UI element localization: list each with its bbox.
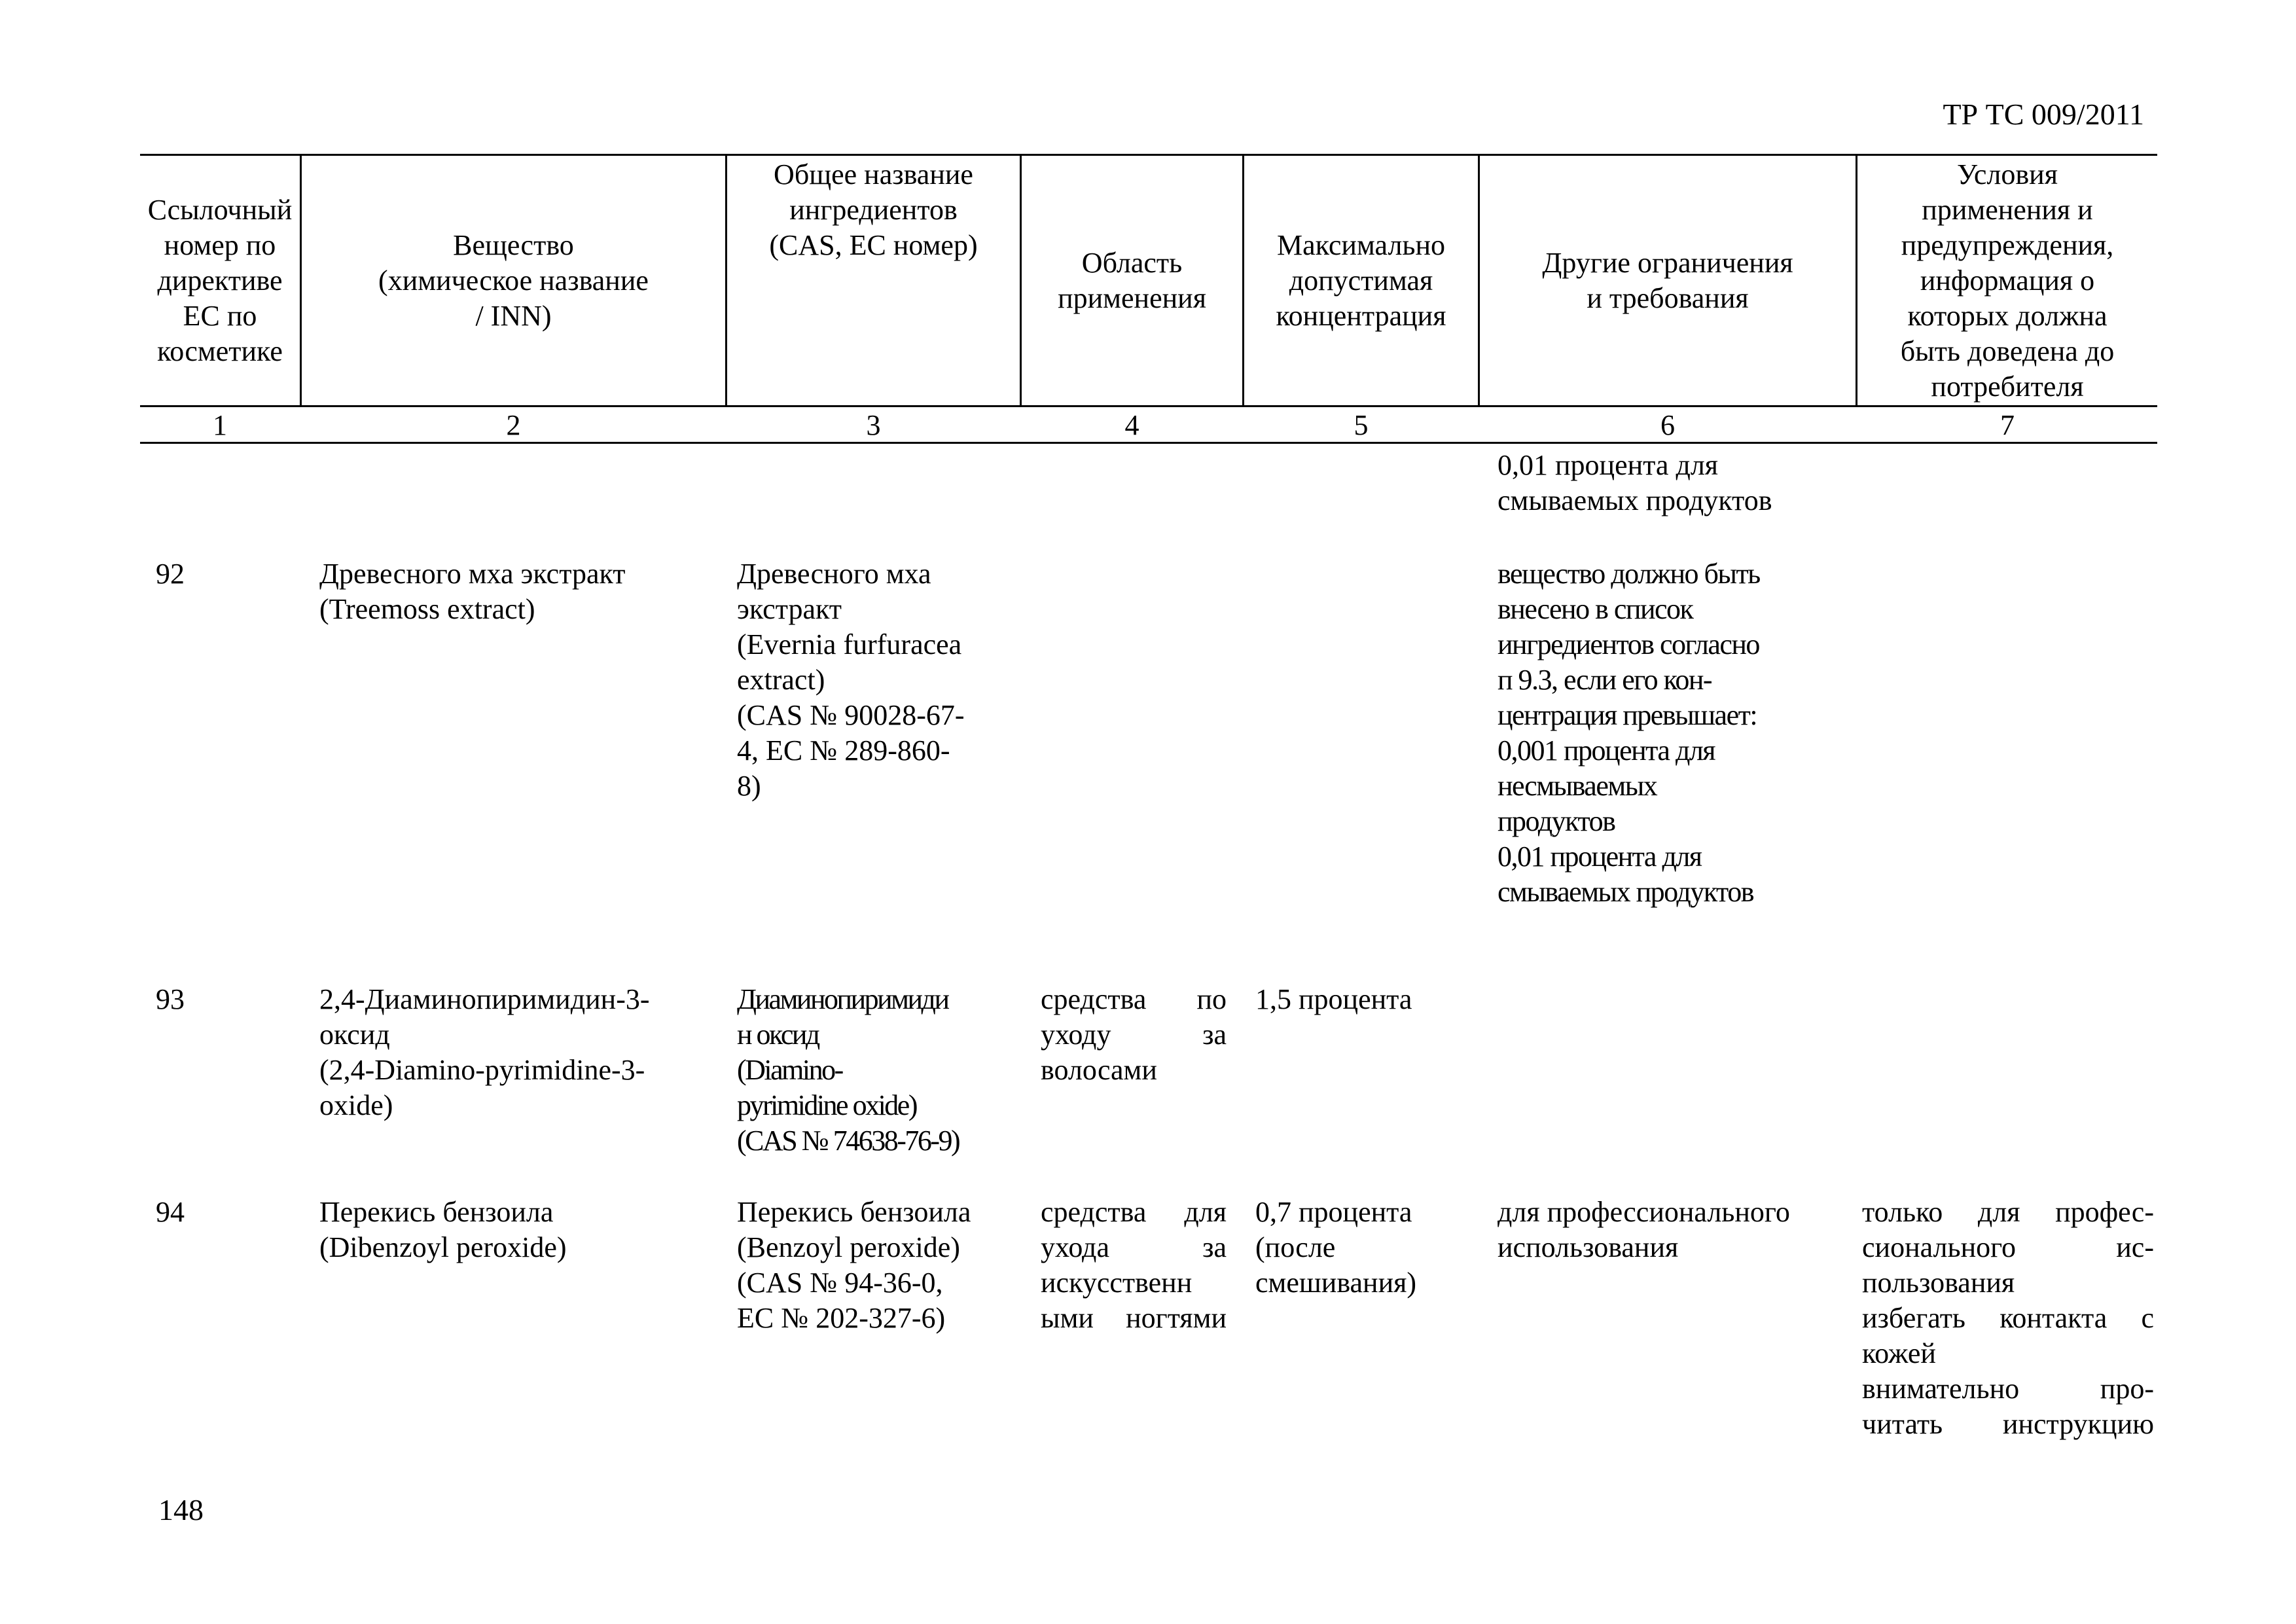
header-max-concentration: Максимально допустимая концентрация xyxy=(1276,229,1446,332)
row-94-substance: Перекись бензоила (Dibenzoyl peroxide) xyxy=(319,1196,567,1263)
header-bottom-border xyxy=(140,405,2157,407)
column-number: 5 xyxy=(1354,409,1369,441)
continuation-other-requirements: 0,01 процента для смываемых продуктов xyxy=(1498,449,1772,516)
row-94-conditions xyxy=(1862,1195,2154,1442)
row-93-common-name: Диаминопиримиди н оксид (Diamino- pyrimidine oxide) (CAS № 74638-76-9) xyxy=(737,983,960,1157)
header-ref-number: Ссылочный номер по директиве ЕС по косметике xyxy=(147,194,293,367)
row-92-ref: 92 xyxy=(156,558,185,590)
row-94-other-requirements: для профессионального использования xyxy=(1498,1196,1790,1263)
row-94-conditions-line: кожей xyxy=(1862,1337,1936,1369)
row-92-common-name: Древесного мха экстракт (Evernia furfuracea extract) (CAS № 90028-67- 4, EC № 289-860- 8) xyxy=(737,558,965,802)
row-93-ref: 93 xyxy=(156,983,185,1015)
column-number: 2 xyxy=(506,409,521,441)
row-94-ref: 94 xyxy=(156,1196,185,1228)
table-top-border xyxy=(140,154,2157,156)
row-94-area: средства для ухода за искусственн ыми ногтями xyxy=(1041,1196,1227,1334)
row-92-substance: Древесного мха экстракт (Treemoss extract) xyxy=(319,558,626,625)
header-area: Область применения xyxy=(1058,247,1206,314)
row-94-conditions-line: пользования xyxy=(1862,1267,2015,1299)
row-93-area: средства по уходу за волосами xyxy=(1041,983,1227,1086)
row-94-conditions-line: избегать контакта с xyxy=(1862,1302,2154,1334)
row-92-other-requirements: вещество должно быть внесено в список ингредиентов согласно п 9.3, если его кон- центрация превышает: 0,001 процента для несмываемых продуктов 0,01 процента для смываемых продуктов xyxy=(1498,558,1760,908)
header-other-requirements: Другие ограничения и требования xyxy=(1542,247,1793,314)
column-number: 7 xyxy=(2000,409,2015,441)
header-common-name: Общее название ингредиентов (CAS, EC номер) xyxy=(769,158,978,261)
page-number: 148 xyxy=(158,1493,204,1526)
column-number: 6 xyxy=(1660,409,1675,441)
row-94-conditions-line: внимательно про- xyxy=(1862,1373,2154,1405)
document-code: ТР ТС 009/2011 xyxy=(1943,98,2144,131)
row-94-conditions-line: читать инструкцию xyxy=(1862,1408,2154,1440)
row-94-conditions-line: сионального ис- xyxy=(1862,1231,2154,1263)
row-93-substance: 2,4-Диаминопиримидин-3- оксид (2,4-Diamino-pyrimidine-3- oxide) xyxy=(319,983,650,1121)
row-93-max-concentration: 1,5 процента xyxy=(1255,983,1412,1015)
column-number: 3 xyxy=(866,409,881,441)
column-number: 4 xyxy=(1124,409,1139,441)
column-number: 1 xyxy=(213,409,227,441)
row-94-max-concentration: 0,7 процента (после смешивания) xyxy=(1255,1196,1417,1299)
row-94-common-name: Перекись бензоила (Benzoyl peroxide) (CAS № 94-36-0, EC № 202-327-6) xyxy=(737,1196,971,1334)
header-conditions: Условия применения и предупреждения, информация о которых должна быть доведена до потребителя xyxy=(1900,158,2115,403)
row-94-conditions-line: только для профес- xyxy=(1862,1196,2154,1228)
header-substance: Вещество (химическое название / INN) xyxy=(378,229,649,332)
